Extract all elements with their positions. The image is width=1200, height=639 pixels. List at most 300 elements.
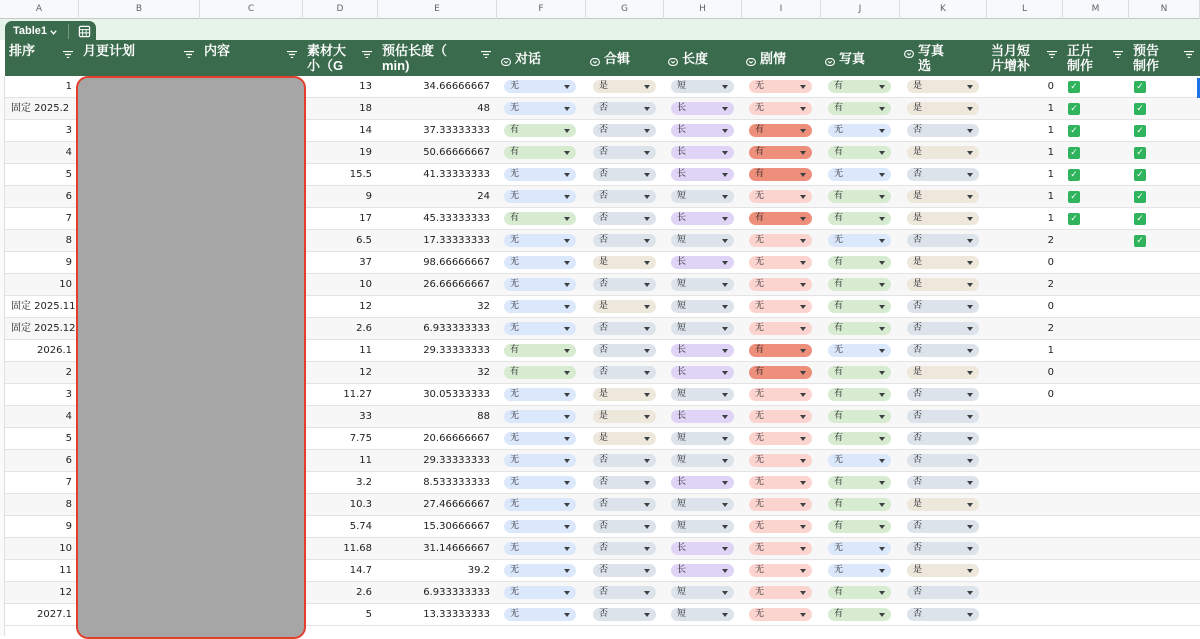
cell-order[interactable]: 3 [65, 125, 72, 136]
plot-chip[interactable] [749, 300, 812, 313]
length-chip[interactable] [671, 322, 734, 335]
dialogue-chip[interactable] [504, 564, 576, 577]
cell-size[interactable]: 3.2 [356, 477, 372, 488]
compilation-chip[interactable] [593, 344, 656, 357]
photo-chip[interactable] [828, 564, 891, 577]
photo-chip[interactable] [828, 542, 891, 555]
column-letter-h[interactable]: H [664, 0, 742, 19]
plot-chip[interactable] [749, 586, 812, 599]
cell-size[interactable]: 10.3 [349, 499, 372, 510]
dialogue-chip[interactable] [504, 190, 576, 203]
cell-length[interactable]: 27.46666667 [423, 499, 490, 510]
header-g[interactable] [586, 40, 664, 76]
cell-order[interactable]: 5 [65, 433, 72, 444]
photo-select-chip[interactable] [907, 564, 979, 577]
cell-short-supplement[interactable]: 1 [1047, 191, 1054, 202]
photo-select-chip[interactable] [907, 80, 979, 93]
cell-length[interactable]: 41.33333333 [423, 169, 490, 180]
plot-chip[interactable] [749, 388, 812, 401]
plot-chip[interactable] [749, 80, 812, 93]
compilation-chip[interactable] [593, 498, 656, 511]
cell-length[interactable]: 29.33333333 [423, 345, 490, 356]
length-chip[interactable] [671, 564, 734, 577]
cell-order[interactable]: 10 [59, 543, 72, 554]
filter-icon[interactable] [63, 46, 73, 53]
column-letter-b[interactable]: B [79, 0, 200, 19]
chevron-down-icon [564, 591, 570, 595]
filter-icon[interactable] [184, 46, 194, 53]
cell-short-supplement[interactable]: 1 [1047, 169, 1054, 180]
cell-size[interactable]: 5 [365, 609, 372, 620]
redacted-content-area [76, 76, 306, 639]
plot-chip[interactable] [749, 168, 812, 181]
main-done-check-icon[interactable]: ✓ [1068, 147, 1080, 159]
cell-size[interactable]: 9 [365, 191, 372, 202]
cell-length[interactable]: 32 [477, 367, 490, 378]
cell-short-supplement[interactable]: 1 [1047, 147, 1054, 158]
dialogue-chip[interactable] [504, 256, 576, 269]
dialogue-chip[interactable] [504, 542, 576, 555]
length-chip[interactable] [671, 454, 734, 467]
dialogue-chip[interactable] [504, 608, 576, 621]
plot-chip[interactable] [749, 344, 812, 357]
cell-size[interactable]: 33 [359, 411, 372, 422]
column-letter-j[interactable]: J [821, 0, 900, 19]
cell-length[interactable]: 15.30666667 [423, 521, 490, 532]
plot-chip[interactable] [749, 476, 812, 489]
photo-chip[interactable] [828, 322, 891, 335]
column-letter-f[interactable]: F [497, 0, 586, 19]
plot-chip[interactable] [749, 234, 812, 247]
length-chip[interactable] [671, 520, 734, 533]
cell-length[interactable]: 24 [477, 191, 490, 202]
plot-chip[interactable] [749, 564, 812, 577]
cell-size[interactable]: 5.74 [349, 521, 372, 532]
cell-order[interactable]: 9 [65, 257, 72, 268]
dialogue-chip[interactable] [504, 234, 576, 247]
length-chip[interactable] [671, 498, 734, 511]
photo-select-chip[interactable] [907, 278, 979, 291]
chevron-down-icon [800, 327, 806, 331]
compilation-chip[interactable] [593, 432, 656, 445]
cell-length[interactable]: 26.66666667 [423, 279, 490, 290]
length-chip[interactable] [671, 542, 734, 555]
cell-order[interactable]: 11 [59, 565, 72, 576]
column-letter-d[interactable]: D [303, 0, 378, 19]
length-chip[interactable] [671, 476, 734, 489]
dialogue-chip[interactable] [504, 278, 576, 291]
compilation-chip[interactable] [593, 168, 656, 181]
cell-size[interactable]: 7.75 [349, 433, 372, 444]
plot-chip[interactable] [749, 454, 812, 467]
cell-length[interactable]: 32 [477, 301, 490, 312]
compilation-chip[interactable] [593, 410, 656, 423]
header-i[interactable] [742, 40, 821, 76]
plot-chip[interactable] [749, 124, 812, 137]
filter-icon[interactable] [481, 46, 491, 53]
column-letter-n[interactable]: N [1129, 0, 1200, 19]
cell-size[interactable]: 18 [359, 103, 372, 114]
length-chip[interactable] [671, 102, 734, 115]
photo-select-chip[interactable] [907, 542, 979, 555]
cell-order[interactable]: 1 [65, 81, 72, 92]
cell-short-supplement[interactable]: 0 [1047, 81, 1054, 92]
photo-chip[interactable] [828, 498, 891, 511]
cell-short-supplement[interactable]: 0 [1047, 367, 1054, 378]
cell-length[interactable]: 8.533333333 [423, 477, 490, 488]
chevron-down-icon[interactable] [49, 28, 58, 37]
photo-chip[interactable] [828, 168, 891, 181]
cell-order[interactable]: 6 [65, 455, 72, 466]
compilation-chip[interactable] [593, 190, 656, 203]
cell-length[interactable]: 39.2 [467, 565, 490, 576]
filter-icon[interactable] [1047, 46, 1057, 53]
main-done-check-icon[interactable]: ✓ [1068, 103, 1080, 115]
cell-length[interactable]: 6.933333333 [423, 587, 490, 598]
cell-short-supplement[interactable]: 0 [1047, 257, 1054, 268]
filter-icon[interactable] [1113, 46, 1123, 53]
compilation-chip[interactable] [593, 146, 656, 159]
photo-select-chip[interactable] [907, 102, 979, 115]
photo-select-value: 是 [913, 103, 923, 113]
plot-chip[interactable] [749, 542, 812, 555]
dialogue-chip[interactable] [504, 498, 576, 511]
length-chip[interactable] [671, 388, 734, 401]
trailer-done-check-icon[interactable]: ✓ [1134, 103, 1146, 115]
cell-size[interactable]: 15.5 [349, 169, 372, 180]
compilation-chip[interactable] [593, 520, 656, 533]
plot-chip[interactable] [749, 256, 812, 269]
cell-size[interactable]: 2.6 [356, 323, 372, 334]
cell-size[interactable]: 6.5 [356, 235, 372, 246]
photo-select-chip[interactable] [907, 124, 979, 137]
cell-length[interactable]: 17.33333333 [423, 235, 490, 246]
cell-short-supplement[interactable]: 1 [1047, 213, 1054, 224]
dialogue-chip[interactable] [504, 102, 576, 115]
cell-order[interactable]: 10 [59, 279, 72, 290]
photo-chip[interactable] [828, 454, 891, 467]
photo-select-chip[interactable] [907, 432, 979, 445]
header-b[interactable] [79, 40, 200, 76]
photo-chip[interactable] [828, 520, 891, 533]
cell-short-supplement[interactable]: 2 [1047, 279, 1054, 290]
plot-chip[interactable] [749, 410, 812, 423]
filter-icon[interactable] [1184, 46, 1194, 53]
cell-order[interactable]: 6 [65, 191, 72, 202]
cell-order[interactable]: 2026.1 [37, 345, 72, 356]
cell-length[interactable]: 98.66666667 [423, 257, 490, 268]
chevron-down-icon [722, 305, 728, 309]
length-chip[interactable] [671, 234, 734, 247]
cell-length[interactable]: 29.33333333 [423, 455, 490, 466]
main-done-check-icon[interactable]: ✓ [1068, 169, 1080, 181]
column-letter-a[interactable]: A [0, 0, 79, 19]
cell-size[interactable]: 11.68 [343, 543, 372, 554]
header-h[interactable] [664, 40, 742, 76]
photo-chip[interactable] [828, 146, 891, 159]
header-d[interactable] [303, 40, 378, 76]
cell-size[interactable]: 13 [359, 81, 372, 92]
cell-order[interactable]: 8 [65, 235, 72, 246]
main-done-check-icon[interactable]: ✓ [1068, 213, 1080, 225]
trailer-done-check-icon[interactable]: ✓ [1134, 81, 1146, 93]
plot-chip[interactable] [749, 322, 812, 335]
cell-short-supplement[interactable]: 0 [1047, 389, 1054, 400]
photo-select-chip[interactable] [907, 608, 979, 621]
filter-icon[interactable] [362, 46, 372, 53]
trailer-done-check-icon[interactable]: ✓ [1134, 191, 1146, 203]
cell-short-supplement[interactable]: 2 [1047, 323, 1054, 334]
photo-select-chip[interactable] [907, 256, 979, 269]
photo-select-chip[interactable] [907, 520, 979, 533]
cell-order[interactable]: 5 [65, 169, 72, 180]
photo-chip[interactable] [828, 256, 891, 269]
length-chip[interactable] [671, 608, 734, 621]
cell-order[interactable]: 2 [65, 367, 72, 378]
main-done-check-icon[interactable]: ✓ [1068, 81, 1080, 93]
length-chip[interactable] [671, 146, 734, 159]
photo-chip[interactable] [828, 102, 891, 115]
cell-order[interactable]: 固定 2025.2 [11, 103, 70, 114]
dialogue-chip[interactable] [504, 476, 576, 489]
plot-chip[interactable] [749, 278, 812, 291]
cell-length[interactable]: 50.66666667 [423, 147, 490, 158]
header-k[interactable] [900, 40, 987, 76]
photo-select-chip[interactable] [907, 322, 979, 335]
column-letter-c[interactable]: C [200, 0, 303, 19]
cell-size[interactable]: 2.6 [356, 587, 372, 598]
cell-order[interactable]: 12 [59, 587, 72, 598]
table-tab[interactable] [5, 21, 96, 42]
header-f[interactable] [497, 40, 586, 76]
compilation-chip[interactable] [593, 366, 656, 379]
photo-chip[interactable] [828, 586, 891, 599]
cell-length[interactable]: 13.33333333 [423, 609, 490, 620]
cell-order[interactable]: 4 [65, 411, 72, 422]
cell-length[interactable]: 45.33333333 [423, 213, 490, 224]
cell-short-supplement[interactable]: 1 [1047, 345, 1054, 356]
photo-select-chip[interactable] [907, 410, 979, 423]
chevron-down-icon [644, 569, 650, 573]
cell-length[interactable]: 20.66666667 [423, 433, 490, 444]
main-done-check-icon[interactable]: ✓ [1068, 191, 1080, 203]
cell-size[interactable]: 11.27 [343, 389, 372, 400]
cell-size[interactable]: 19 [359, 147, 372, 158]
trailer-done-check-icon[interactable]: ✓ [1134, 169, 1146, 181]
photo-chip[interactable] [828, 344, 891, 357]
compilation-chip[interactable] [593, 80, 656, 93]
cell-short-supplement[interactable]: 2 [1047, 235, 1054, 246]
photo-chip[interactable] [828, 432, 891, 445]
photo-select-chip[interactable] [907, 190, 979, 203]
dialogue-chip[interactable] [504, 80, 576, 93]
photo-select-chip[interactable] [907, 344, 979, 357]
cell-size[interactable]: 11 [359, 345, 372, 356]
plot-chip[interactable] [749, 432, 812, 445]
length-chip[interactable] [671, 300, 734, 313]
compilation-chip[interactable] [593, 608, 656, 621]
compilation-chip[interactable] [593, 300, 656, 313]
photo-chip[interactable] [828, 124, 891, 137]
dialogue-chip[interactable] [504, 300, 576, 313]
length-chip[interactable] [671, 344, 734, 357]
plot-chip[interactable] [749, 146, 812, 159]
plot-chip[interactable] [749, 608, 812, 621]
photo-chip[interactable] [828, 278, 891, 291]
cell-length[interactable]: 30.05333333 [423, 389, 490, 400]
cell-order[interactable]: 8 [65, 499, 72, 510]
cell-order[interactable]: 7 [65, 477, 72, 488]
compilation-chip[interactable] [593, 476, 656, 489]
cell-size[interactable]: 12 [359, 301, 372, 312]
header-m[interactable] [1063, 40, 1129, 76]
dialogue-chip[interactable] [504, 410, 576, 423]
trailer-done-check-icon[interactable]: ✓ [1134, 213, 1146, 225]
length-chip[interactable] [671, 80, 734, 93]
cell-order[interactable]: 4 [65, 147, 72, 158]
length-chip[interactable] [671, 212, 734, 225]
cell-length[interactable]: 34.66666667 [423, 81, 490, 92]
photo-chip[interactable] [828, 300, 891, 313]
length-chip[interactable] [671, 366, 734, 379]
photo-select-chip[interactable] [907, 212, 979, 225]
dialogue-chip[interactable] [504, 322, 576, 335]
cell-size[interactable]: 12 [359, 367, 372, 378]
column-letter-g[interactable]: G [586, 0, 664, 19]
header-n[interactable] [1129, 40, 1200, 76]
cell-short-supplement[interactable]: 0 [1047, 301, 1054, 312]
column-letter-l[interactable]: L [987, 0, 1063, 19]
photo-select-chip[interactable] [907, 454, 979, 467]
compilation-chip[interactable] [593, 586, 656, 599]
plot-chip[interactable] [749, 520, 812, 533]
length-chip[interactable] [671, 124, 734, 137]
filter-icon[interactable] [287, 46, 297, 53]
trailer-done-check-icon[interactable]: ✓ [1134, 235, 1146, 247]
dialogue-chip[interactable] [504, 454, 576, 467]
photo-chip[interactable] [828, 190, 891, 203]
column-letter-i[interactable]: I [742, 0, 821, 19]
cell-order[interactable]: 固定 2025.11 [11, 301, 76, 312]
compilation-chip[interactable] [593, 564, 656, 577]
header-c[interactable] [200, 40, 303, 76]
compilation-chip[interactable] [593, 124, 656, 137]
photo-select-chip[interactable] [907, 388, 979, 401]
compilation-chip[interactable] [593, 102, 656, 115]
dialogue-chip[interactable] [504, 212, 576, 225]
dialogue-chip[interactable] [504, 146, 576, 159]
cell-order[interactable]: 7 [65, 213, 72, 224]
trailer-done-check-icon[interactable]: ✓ [1134, 125, 1146, 137]
cell-size[interactable]: 10 [359, 279, 372, 290]
cell-length[interactable]: 6.933333333 [423, 323, 490, 334]
length-chip[interactable] [671, 168, 734, 181]
length-chip[interactable] [671, 256, 734, 269]
photo-chip[interactable] [828, 80, 891, 93]
length-chip[interactable] [671, 278, 734, 291]
cell-order[interactable]: 9 [65, 521, 72, 532]
plot-chip[interactable] [749, 212, 812, 225]
dialogue-chip[interactable] [504, 586, 576, 599]
cell-size[interactable]: 17 [359, 213, 372, 224]
cell-order[interactable]: 固定 2025.12 [11, 323, 76, 334]
plot-chip[interactable] [749, 498, 812, 511]
cell-length[interactable]: 88 [477, 411, 490, 422]
main-done-check-icon[interactable]: ✓ [1068, 125, 1080, 137]
photo-chip[interactable] [828, 366, 891, 379]
photo-select-chip[interactable] [907, 586, 979, 599]
length-chip[interactable] [671, 190, 734, 203]
compilation-chip[interactable] [593, 256, 656, 269]
photo-select-chip[interactable] [907, 498, 979, 511]
photo-select-chip[interactable] [907, 366, 979, 379]
compilation-chip[interactable] [593, 212, 656, 225]
table-view-icon[interactable] [78, 25, 91, 38]
length-chip[interactable] [671, 432, 734, 445]
compilation-chip[interactable] [593, 388, 656, 401]
plot-chip[interactable] [749, 366, 812, 379]
plot-chip[interactable] [749, 190, 812, 203]
column-letter-m[interactable]: M [1063, 0, 1129, 19]
dialogue-chip[interactable] [504, 520, 576, 533]
compilation-chip[interactable] [593, 454, 656, 467]
dialogue-chip[interactable] [504, 168, 576, 181]
compilation-chip[interactable] [593, 322, 656, 335]
header-a[interactable] [5, 40, 79, 76]
cell-short-supplement[interactable]: 1 [1047, 125, 1054, 136]
dialogue-chip[interactable] [504, 388, 576, 401]
length-chip[interactable] [671, 586, 734, 599]
photo-chip[interactable] [828, 476, 891, 489]
cell-order[interactable]: 3 [65, 389, 72, 400]
dialogue-chip[interactable] [504, 366, 576, 379]
cell-size[interactable]: 11 [359, 455, 372, 466]
cell-length[interactable]: 48 [477, 103, 490, 114]
column-letter-k[interactable]: K [900, 0, 987, 19]
dialogue-chip[interactable] [504, 124, 576, 137]
cell-short-supplement[interactable]: 1 [1047, 103, 1054, 114]
cell-length[interactable]: 31.14666667 [423, 543, 490, 554]
photo-select-chip[interactable] [907, 300, 979, 313]
dialogue-chip[interactable] [504, 432, 576, 445]
header-l[interactable] [987, 40, 1063, 76]
photo-select-chip[interactable] [907, 146, 979, 159]
trailer-done-check-icon[interactable]: ✓ [1134, 147, 1146, 159]
photo-select-chip[interactable] [907, 234, 979, 247]
photo-chip[interactable] [828, 608, 891, 621]
compilation-chip[interactable] [593, 278, 656, 291]
header-j[interactable] [821, 40, 900, 76]
photo-chip[interactable] [828, 234, 891, 247]
photo-select-chip[interactable] [907, 476, 979, 489]
cell-size[interactable]: 37 [359, 257, 372, 268]
photo-chip[interactable] [828, 388, 891, 401]
cell-size[interactable]: 14.7 [349, 565, 372, 576]
photo-chip[interactable] [828, 410, 891, 423]
cell-order[interactable]: 2027.1 [37, 609, 72, 620]
photo-chip[interactable] [828, 212, 891, 225]
photo-select-chip[interactable] [907, 168, 979, 181]
header-e[interactable] [378, 40, 497, 76]
cell-size[interactable]: 14 [359, 125, 372, 136]
dialogue-chip[interactable] [504, 344, 576, 357]
compilation-chip[interactable] [593, 234, 656, 247]
column-letter-e[interactable]: E [378, 0, 497, 19]
plot-chip[interactable] [749, 102, 812, 115]
cell-length[interactable]: 37.33333333 [423, 125, 490, 136]
compilation-chip[interactable] [593, 542, 656, 555]
length-chip[interactable] [671, 410, 734, 423]
